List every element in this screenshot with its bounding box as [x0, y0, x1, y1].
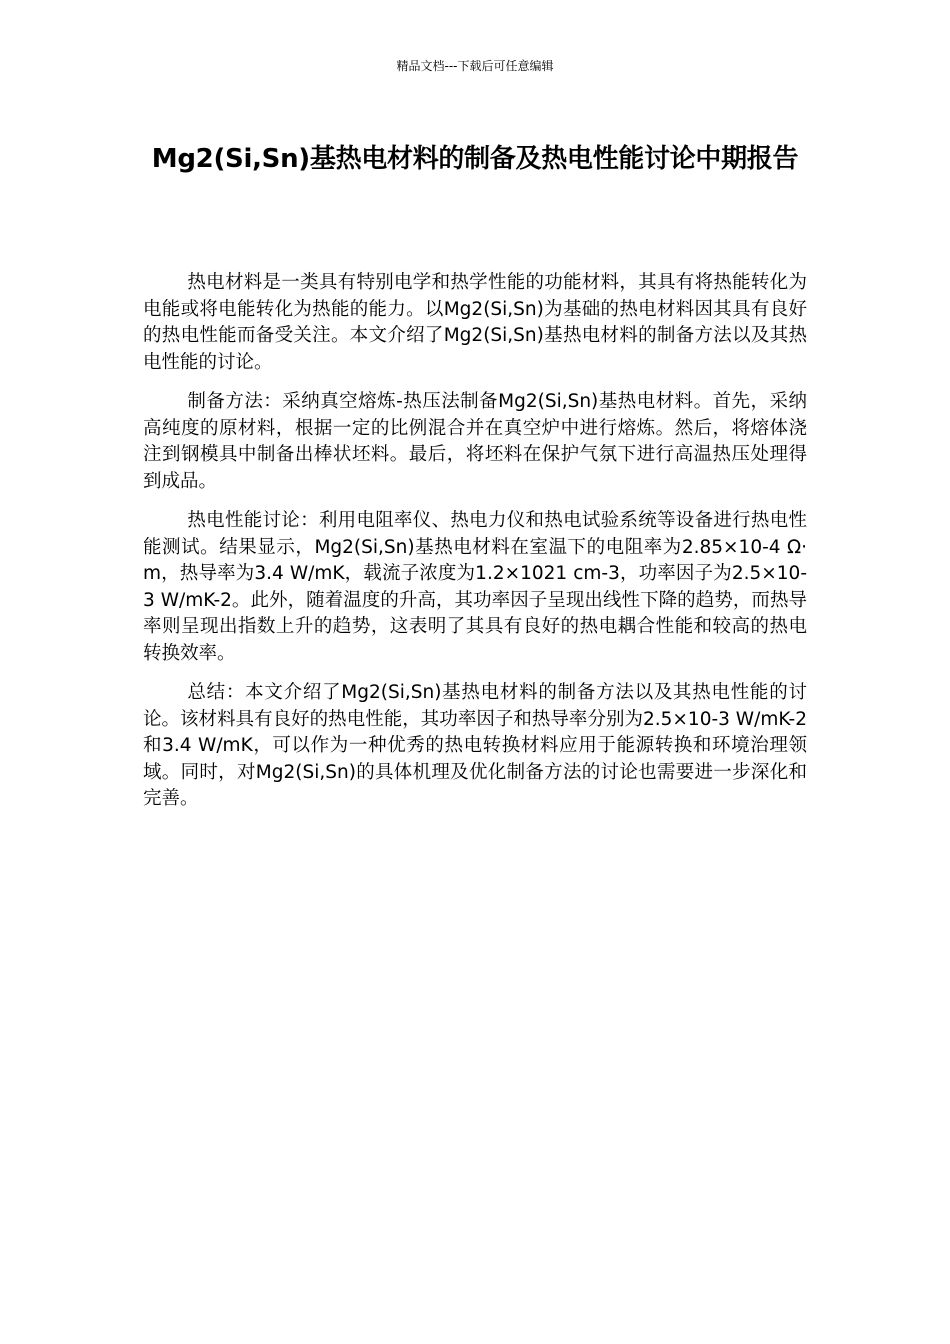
- document-body: [143, 270, 807, 826]
- paragraph-introduction: 热电材料是一类具有特别电学和热学性能的功能材料，其具有将热能转化为电能或将电能转化为热能的能力。以Mg2(Si,Sn)为基础的热电材料因其具有良好的热电性能而备受关注。本文介绍了Mg2(Si,Sn)基热电材料的制备方法以及其热电性能的讨论。: [143, 272, 807, 373]
- document-title: Mg2(Si,Sn)基热电材料的制备及热电性能讨论中期报告: [151, 144, 799, 174]
- paragraph-summary: 总结：本文介绍了Mg2(Si,Sn)基热电材料的制备方法以及其热电性能的讨论。该材料具有良好的热电性能，其功率因子和热导率分别为2.5×10-3 W/mK-2和3.4 W/mK，可以作为一种优秀的热电转换材料应用于能源转换和环境治理领域。同时，对Mg2(Si,Sn)的具体机理及优化制备方法的讨论也需要进一步深化和完善。: [143, 682, 807, 809]
- paragraph-performance-discussion: 热电性能讨论：利用电阻率仪、热电力仪和热电试验系统等设备进行热电性能测试。结果显示，Mg2(Si,Sn)基热电材料在室温下的电阻率为2.85×10-4 Ω·m，热导率为3.4 W/mK，载流子浓度为1.2×1021 cm-3，功率因子为2.5×10-3 W/mK-2。此外，随着温度的升高，其功率因子呈现出线性下降的趋势，而热导率则呈现出指数上升的趋势，这表明了其具有良好的热电耦合性能和较高的热电转换效率。: [143, 510, 807, 664]
- header-note: 精品文档---下载后可任意编辑: [396, 59, 554, 73]
- paragraph-preparation-method: 制备方法：采纳真空熔炼-热压法制备Mg2(Si,Sn)基热电材料。首先，采纳高纯度的原材料，根据一定的比例混合并在真空炉中进行熔炼。然后，将熔体浇注到钢模具中制备出棒状坯料。最后，将坯料在保护气氛下进行高温热压处理得到成品。: [143, 391, 807, 492]
